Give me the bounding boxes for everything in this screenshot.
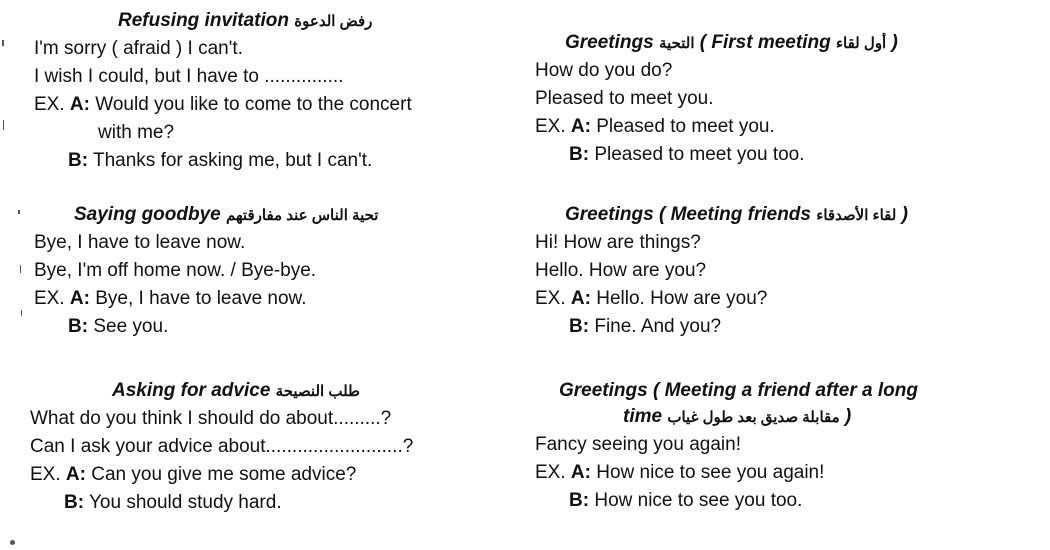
- speaker-b: B:: [569, 144, 590, 165]
- phrase: I wish I could, but I have to ...............: [34, 66, 344, 87]
- speaker-a: A:: [570, 116, 591, 137]
- phrase: Pleased to meet you.: [535, 88, 714, 109]
- example-b: [34, 313, 379, 341]
- speaker-b: B:: [68, 316, 89, 337]
- phrase: Fancy seeing you again!: [535, 434, 741, 455]
- heading-close: ): [901, 204, 908, 225]
- heading-paren: ( First meeting: [699, 32, 831, 53]
- section-heading: [34, 8, 412, 35]
- example-b-text: Pleased to meet you too.: [594, 144, 805, 165]
- scan-mark: [20, 265, 21, 273]
- example-b-text: How nice to see you too.: [594, 490, 803, 511]
- speaker-a: A:: [570, 288, 591, 309]
- heading-close: ): [891, 32, 898, 53]
- example-b-text: Thanks for asking me, but I can't.: [93, 150, 373, 171]
- speaker-a: A:: [69, 94, 90, 115]
- speaker-b: B:: [64, 492, 85, 513]
- phrase: How do you do?: [535, 60, 673, 81]
- section-saying-goodbye: [34, 202, 379, 341]
- heading-en: Refusing invitation: [118, 10, 289, 31]
- section-heading: [535, 378, 918, 404]
- example-b: [34, 147, 412, 175]
- scan-mark: [3, 120, 4, 130]
- ex-label: EX.: [34, 94, 65, 115]
- example-a-text: How nice to see you again!: [596, 462, 825, 483]
- ex-label: EX.: [34, 288, 65, 309]
- heading-en: Greetings: [565, 32, 654, 53]
- example-a: [34, 285, 379, 313]
- heading-ar: تحية الناس عند مفارقتهم: [226, 207, 379, 224]
- heading-en: time: [623, 406, 663, 427]
- ex-label: EX.: [30, 464, 61, 485]
- section-heading: [30, 378, 413, 405]
- example-b: [535, 313, 908, 341]
- ex-label: EX.: [535, 116, 566, 137]
- speaker-a: A:: [69, 288, 90, 309]
- heading-ar: لقاء الأصدقاء: [816, 207, 897, 224]
- example-a: [535, 285, 908, 313]
- example-b: [535, 141, 898, 169]
- speaker-b: B:: [569, 490, 590, 511]
- section-asking-advice: [30, 378, 413, 517]
- section-greetings-meeting-friends: [535, 202, 908, 341]
- speaker-b: B:: [68, 150, 89, 171]
- example-a: [535, 459, 918, 487]
- phrase: Hello. How are you?: [535, 260, 707, 281]
- example-a-text: Can you give me some advice?: [91, 464, 357, 485]
- phrase: Bye, I'm off home now. / Bye-bye.: [34, 260, 317, 281]
- speaker-b: B:: [569, 316, 590, 337]
- ex-label: EX.: [535, 462, 566, 483]
- heading-ar: مقابلة صديق بعد طول غياب: [667, 409, 840, 426]
- heading-en: Saying goodbye: [74, 204, 221, 225]
- ex-label: EX.: [535, 288, 566, 309]
- scan-mark: [2, 40, 4, 46]
- example-a-cont: with me?: [98, 122, 175, 143]
- scan-mark: [21, 310, 22, 316]
- phrase: Hi! How are things?: [535, 232, 701, 253]
- section-heading: [34, 202, 379, 229]
- heading-ar: رفض الدعوة: [294, 13, 373, 30]
- example-b: [30, 489, 413, 517]
- example-a-text: Pleased to meet you.: [596, 116, 775, 137]
- phrase: I'm sorry ( afraid ) I can't.: [34, 38, 243, 59]
- section-refusing-invitation: [34, 8, 412, 175]
- section-heading-line2: [535, 404, 918, 431]
- phrase: Bye, I have to leave now.: [34, 232, 246, 253]
- heading-close: ): [844, 406, 852, 427]
- speaker-a: A:: [570, 462, 591, 483]
- heading-ar: طلب النصيحة: [275, 383, 360, 400]
- example-a-text: Would you like to come to the concert: [95, 94, 412, 115]
- speaker-a: A:: [65, 464, 86, 485]
- example-b: [535, 487, 918, 515]
- example-a-text: Bye, I have to leave now.: [95, 288, 307, 309]
- example-b-text: See you.: [93, 316, 169, 337]
- example-a: [34, 91, 412, 119]
- scan-mark: [10, 540, 15, 545]
- heading-en: Greetings ( Meeting friends: [565, 204, 811, 225]
- example-b-text: Fine. And you?: [594, 316, 722, 337]
- example-a-text: Hello. How are you?: [596, 288, 768, 309]
- heading-en: Greetings ( Meeting a friend after a long: [559, 380, 918, 401]
- example-b-text: You should study hard.: [89, 492, 282, 513]
- heading-en: Asking for advice: [112, 380, 271, 401]
- scan-mark: [18, 210, 20, 214]
- phrase: Can I ask your advice about..........................?: [30, 436, 414, 457]
- section-greetings-first-meeting: [535, 30, 898, 169]
- section-heading: [535, 202, 908, 229]
- heading-ar: التحية: [658, 35, 695, 52]
- example-a: [30, 461, 413, 489]
- heading-ar: أول لقاء: [835, 35, 887, 52]
- section-greetings-long-time: [535, 378, 918, 515]
- phrase: What do you think I should do about.........?: [30, 408, 392, 429]
- section-heading: [535, 30, 898, 57]
- example-a: [535, 113, 898, 141]
